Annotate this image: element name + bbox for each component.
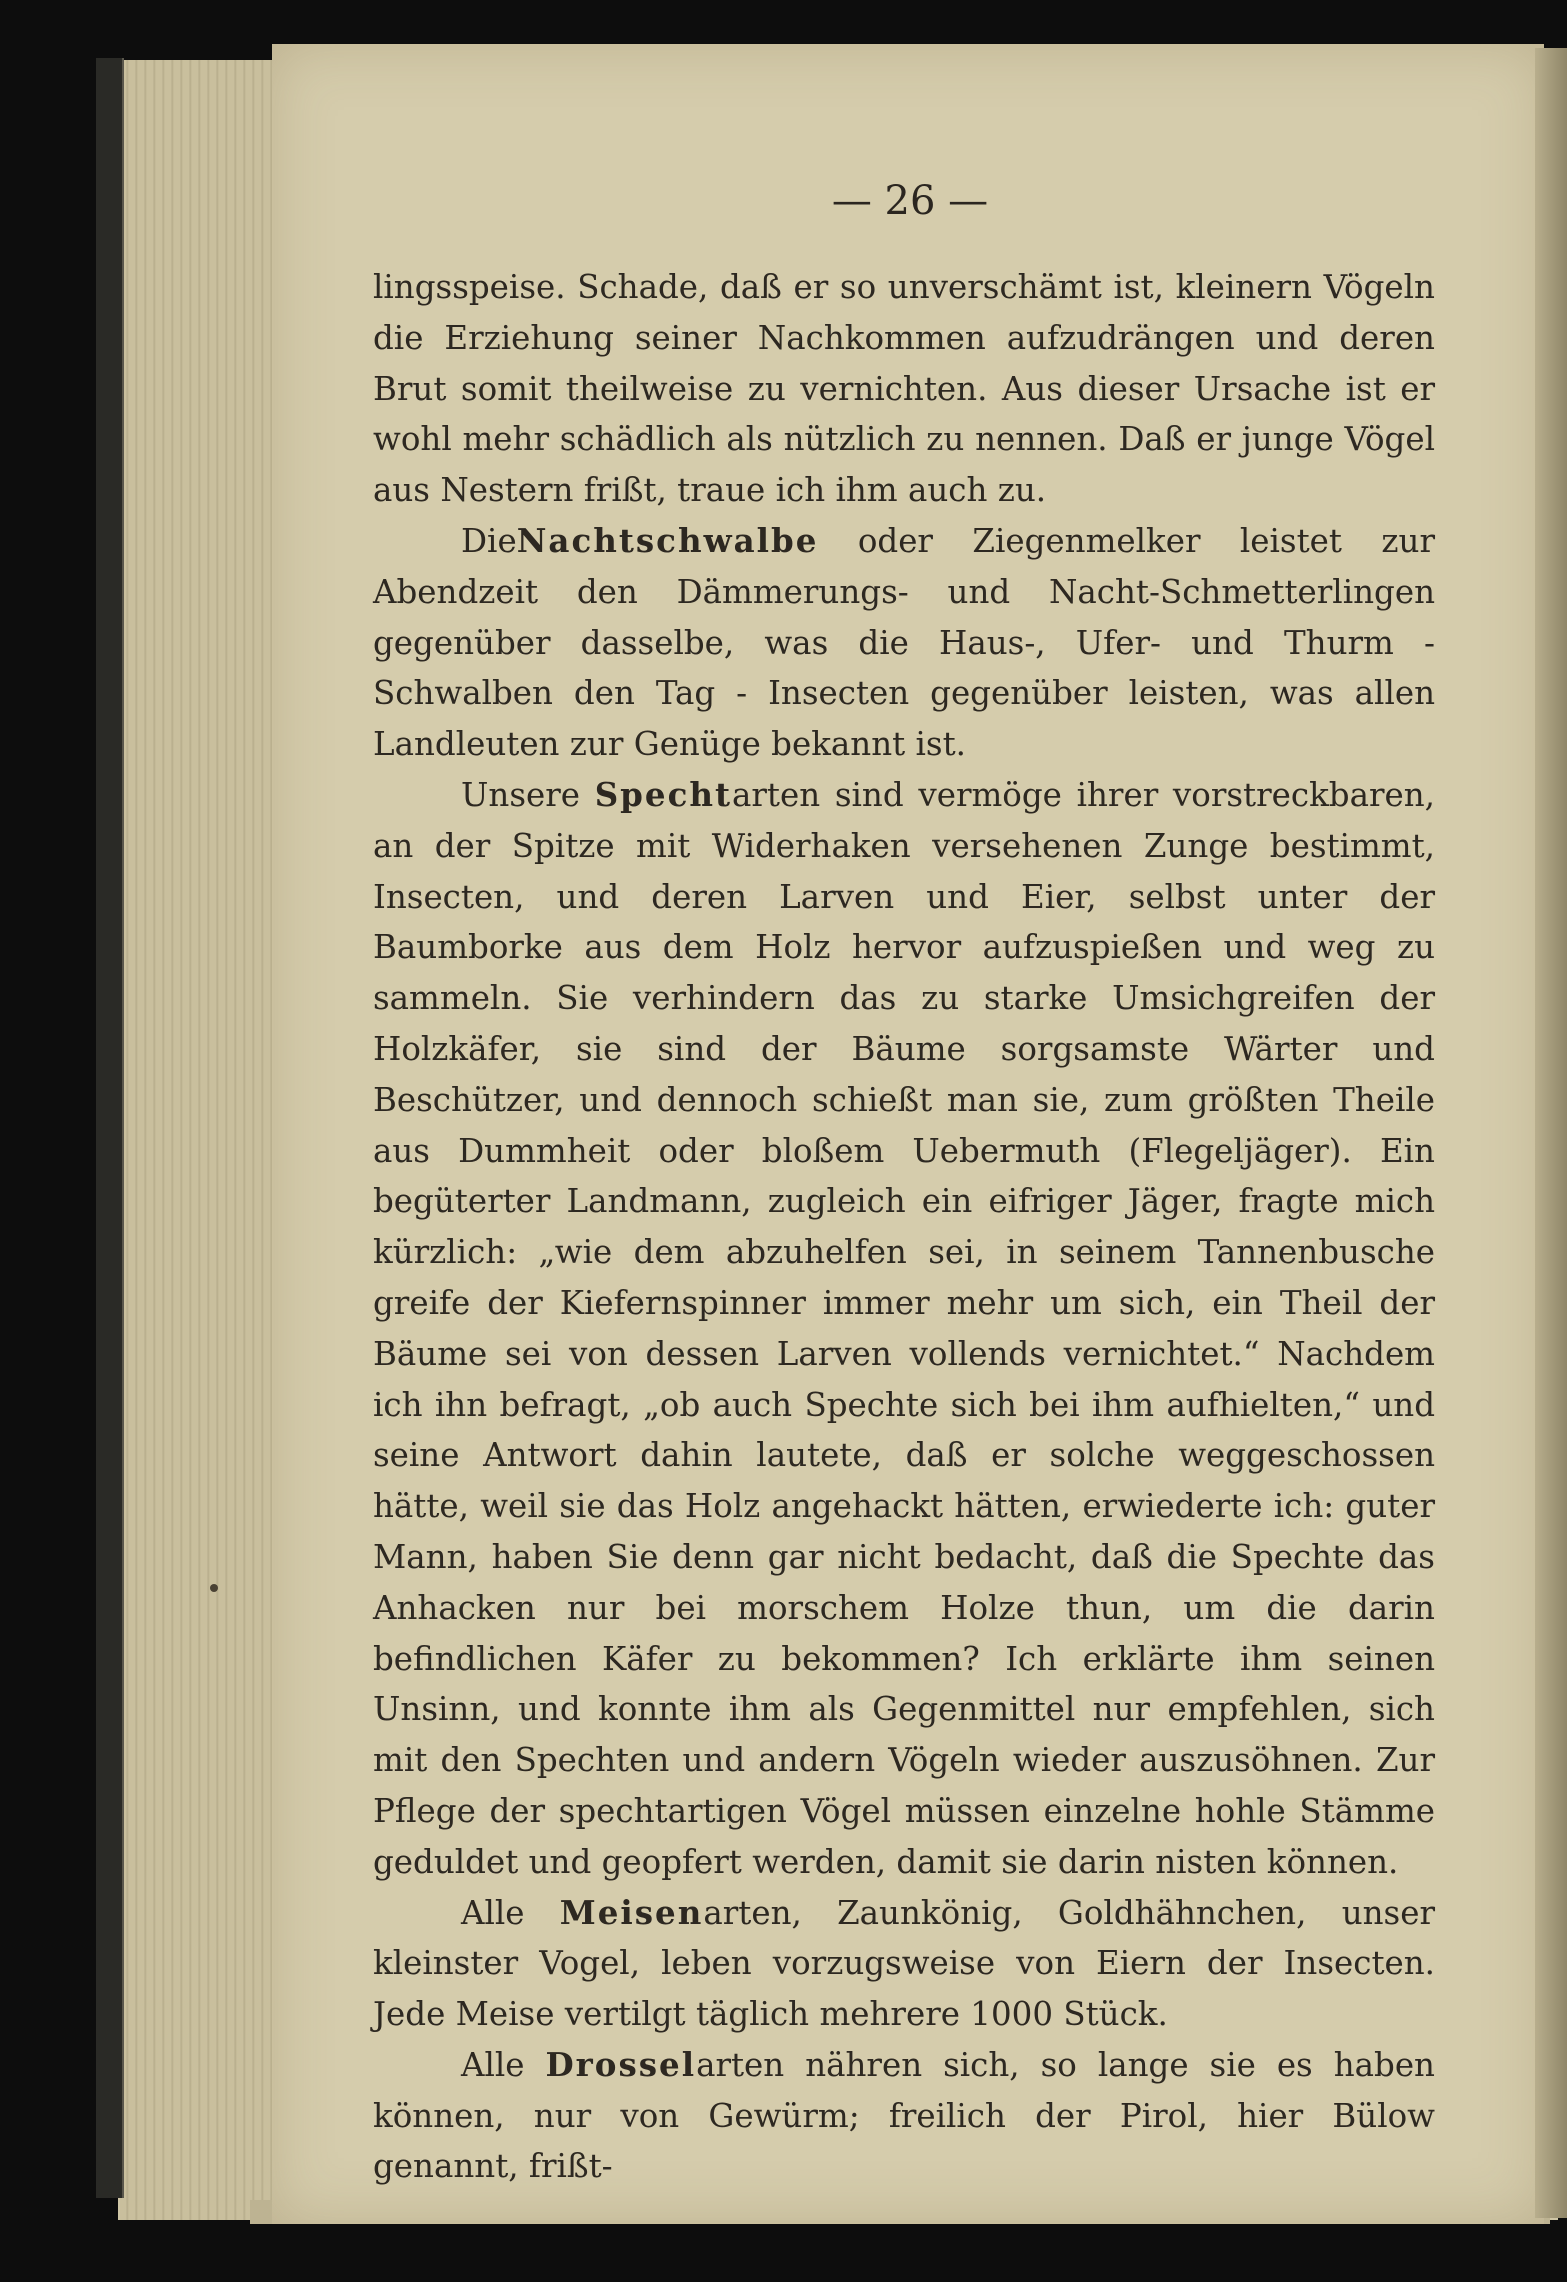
book-spine <box>96 58 124 2198</box>
emphasized-term: Meisen <box>559 1892 704 1932</box>
page-number-header: — 26 — <box>831 178 989 224</box>
paragraph-lead: Die <box>461 521 517 560</box>
page-right-edge <box>1535 48 1567 2218</box>
ink-blot <box>210 1584 218 1592</box>
paragraph-meisen <box>373 1888 1435 2040</box>
page-body-text <box>373 262 1435 2192</box>
paragraph-text: arten nähren sich, so lange sie es haben können, nur von Gewürm; freilich der Pirol, hier Bülow genannt, frißt- <box>373 2045 1435 2186</box>
paragraph-text: lingsspeise. Schade, daß er so unverschämt ist, kleinern Vögeln die Erziehung seiner Nachkommen aufzudrängen und deren Brut somit theilweise zu vernichten. Aus dieser Ursache ist er wohl mehr schädlich als nützlich zu nennen. Daß er junge Vögel aus Nestern frißt, traue ich ihm auch zu. <box>373 268 1435 510</box>
paragraph-lead: Alle <box>461 1893 560 1932</box>
emphasized-term: Drossel <box>545 2044 697 2084</box>
paragraph-lead: Unsere <box>461 775 595 814</box>
paragraph-nachtschwalbe <box>373 516 1435 770</box>
paragraph-continuation <box>373 262 1435 516</box>
emphasized-term: Specht <box>594 774 733 814</box>
emphasized-term: Nachtschwalbe <box>516 520 819 560</box>
paragraph-text: arten sind vermöge ihrer vorstreckbaren, an der Spitze mit Widerhaken versehenen Zunge bestimmt, Insecten, und deren Larven und Eier, selbst unter der Baumborke aus dem Holz hervor aufzuspießen und weg zu sammeln. Sie verhindern das zu starke Umsichgreifen der Holzkäfer, sie sind der Bäume sorgsamste Wärter und Beschützer, und dennoch schießt man sie, zum größten Theile aus Dummheit oder bloßem Uebermuth (Flegeljäger). Ein begüterter Landmann, zugleich ein eifriger Jäger, fragte mich kürzlich: „wie dem abzuhelfen sei, in seinem Tannenbusche greife der Kiefernspinner immer mehr um sich, ein Theil der Bäume sei von dessen Larven vollends vernichtet.“ Nachdem ich ihn befragt, „ob auch Spechte sich bei ihm aufhielten,“ und seine Antwort dahin lautete, daß er solche weggeschossen hätte, weil sie das Holz angehackt hätten, erwiederte ich: guter Mann, haben Sie denn gar nicht bedacht, daß die Spechte das Anhacken nur bei morschem Holze thun, um die darin befindlichen Käfer zu bekommen? Ich erklärte ihm seinen Unsinn, und konnte ihm als Gegenmittel nur empfehlen, sich mit den Spechten und andern Vögeln wieder auszusöhnen. Zur Pflege der spechtartigen Vögel müssen einzelne hohle Stämme geduldet und geopfert werden, damit sie darin nisten können. <box>373 775 1435 1881</box>
paragraph-drossel <box>373 2040 1435 2192</box>
paragraph-specht <box>373 770 1435 1888</box>
paragraph-text: oder Ziegenmelker leistet zur Abendzeit den Dämmerungs- und Nacht-Schmetterlingen gegenüber dasselbe, was die Haus-, Ufer- und Thurm - Schwalben den Tag - Insecten gegenüber leisten, was allen Landleuten zur Genüge bekannt ist. <box>373 521 1435 764</box>
paragraph-lead: Alle <box>461 2045 546 2084</box>
page-stack-edges <box>120 60 280 2220</box>
paragraph-text: arten, Zaunkönig, Goldhähnchen, unser kleinster Vogel, leben vorzugsweise von Eiern der Insecten. Jede Meise vertilgt täglich mehrere 1000 Stück. <box>373 1893 1436 2034</box>
